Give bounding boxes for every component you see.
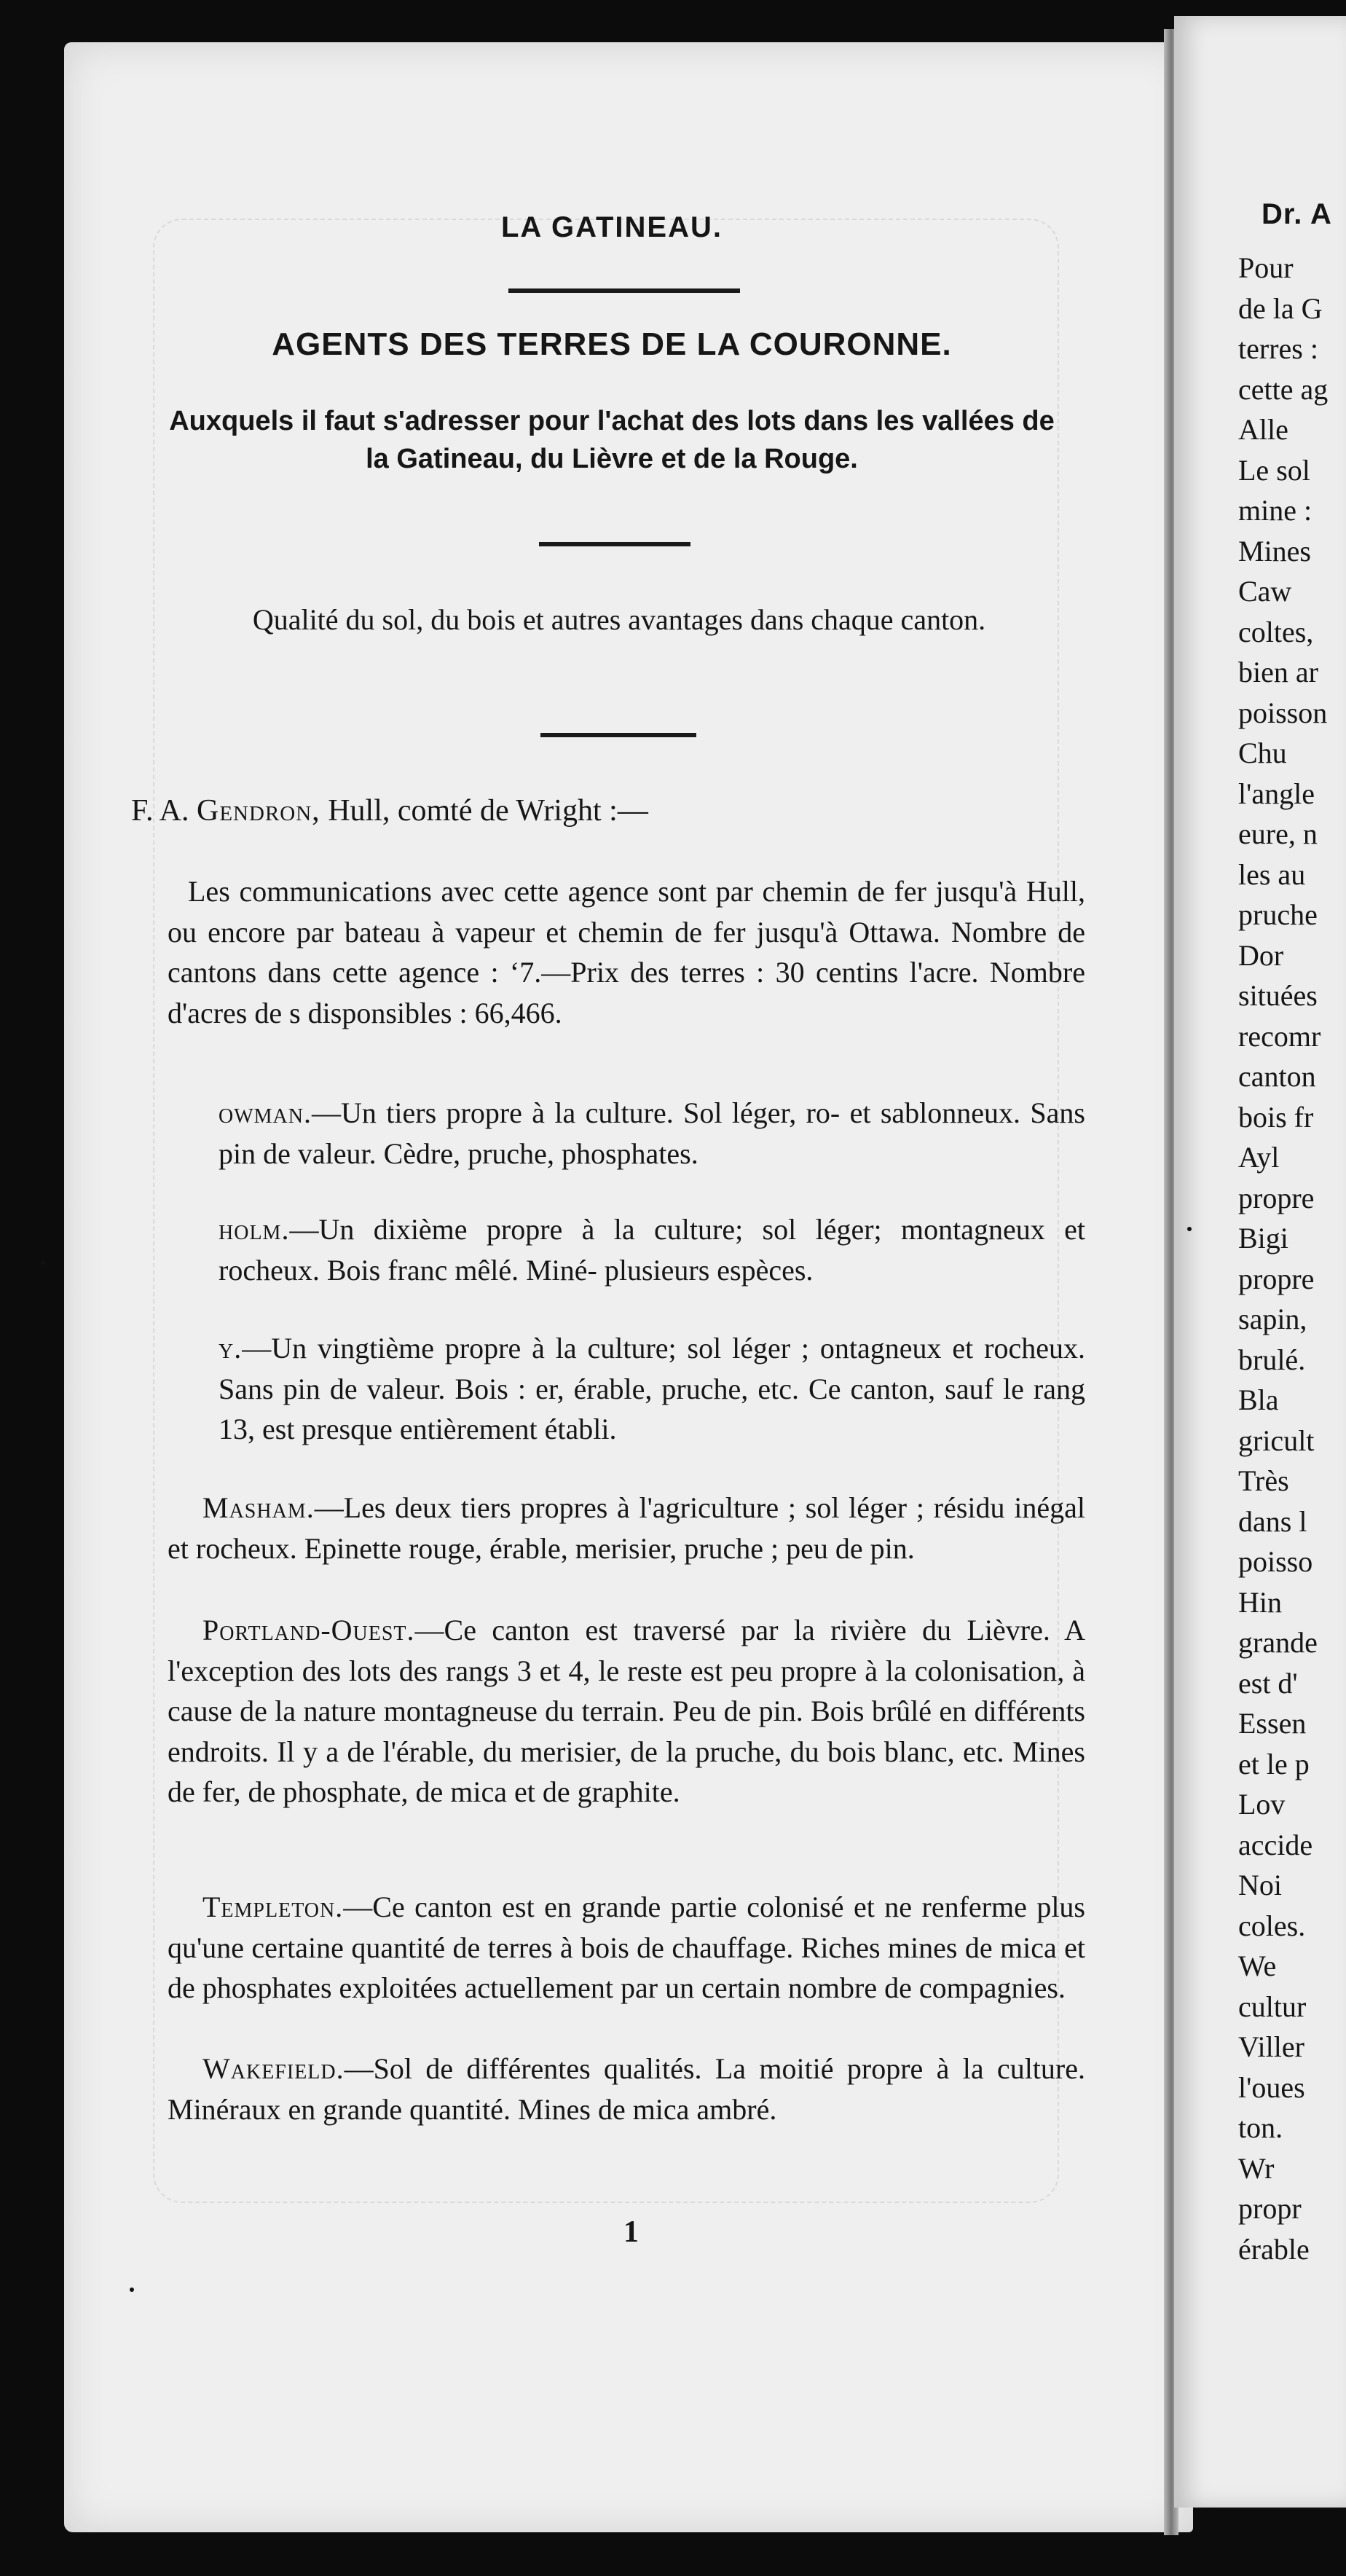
page-number: 1 bbox=[623, 2215, 639, 2249]
divider-rule bbox=[539, 542, 690, 546]
right-page-line: Essen bbox=[1238, 1707, 1307, 1740]
page-title: LA GATINEAU. bbox=[501, 211, 723, 243]
right-page-line: cette ag bbox=[1238, 372, 1329, 406]
entry-text: —Un vingtième propre à la culture; sol léger ; ontagneux et rocheux. Sans pin de valeur. Bois : er, érable, pruche, etc. Ce canton, sauf le rang 13, est presque entièrement établi. bbox=[219, 1332, 1085, 1445]
scan-speck bbox=[1187, 1227, 1192, 1231]
right-page-line: pruche bbox=[1238, 898, 1318, 931]
entry-wakefield bbox=[168, 2049, 1085, 2129]
right-page-line: propr bbox=[1238, 2192, 1302, 2225]
right-page-line: dans l bbox=[1238, 1504, 1307, 1538]
agent-initials: F. A. bbox=[131, 794, 189, 828]
right-page-line: Mines bbox=[1238, 534, 1311, 568]
entry-text: —Sol de différentes qualités. La moitié propre à la culture. Minéraux en grande quantité. Mines de mica ambré. bbox=[168, 2052, 1085, 2126]
right-page-line: Caw bbox=[1238, 575, 1292, 608]
right-page-line: Ayl bbox=[1238, 1141, 1280, 1174]
right-page-line: We bbox=[1238, 1949, 1277, 1982]
right-page-line: Pour bbox=[1238, 251, 1294, 284]
right-page-line: poisson bbox=[1238, 696, 1328, 729]
right-page-line: cultur bbox=[1238, 1990, 1307, 2023]
agent-location: Hull, comté de Wright :— bbox=[320, 794, 648, 828]
right-page-line: brulé. bbox=[1238, 1343, 1306, 1376]
right-page-line: ton. bbox=[1238, 2111, 1283, 2144]
right-page-line: bien ar bbox=[1238, 656, 1318, 688]
right-page-line: Alle bbox=[1238, 413, 1288, 446]
right-page-line: Hin bbox=[1238, 1585, 1282, 1619]
right-page-line: Wr bbox=[1238, 2151, 1275, 2185]
entry-text: —Un dixième propre à la culture; sol léger; montagneux et rocheux. Bois franc mêlé. Miné- plusieurs espèces. bbox=[219, 1213, 1085, 1287]
right-page-line: Noi bbox=[1238, 1869, 1282, 1901]
right-page-line: l'angle bbox=[1238, 777, 1315, 810]
right-page-line: coltes, bbox=[1238, 615, 1314, 648]
right-page-line: l'oues bbox=[1238, 2070, 1305, 2104]
right-page-line: sapin, bbox=[1238, 1303, 1307, 1335]
right-page-line: grande bbox=[1238, 1626, 1318, 1659]
entry-text: —Un tiers propre à la culture. Sol léger, ro- et sablonneux. Sans pin de valeur. Cèdre, pruche, phosphates. bbox=[219, 1096, 1085, 1170]
right-page-line: Très bbox=[1238, 1464, 1289, 1497]
right-page-line: de la G bbox=[1238, 291, 1323, 325]
subtitle: Qualité du sol, du bois et autres avantages dans chaque canton. bbox=[252, 603, 986, 636]
right-page-line: coles. bbox=[1238, 1909, 1306, 1942]
right-page-line: les au bbox=[1238, 857, 1306, 891]
entry-name: Portland-Ouest. bbox=[202, 1614, 415, 1646]
right-page-line: accide bbox=[1238, 1828, 1313, 1861]
right-page-line: propre bbox=[1238, 1262, 1315, 1295]
right-page-line: est d' bbox=[1238, 1666, 1298, 1700]
right-page-line: Bla bbox=[1238, 1383, 1279, 1416]
right-page-line: propre bbox=[1238, 1181, 1315, 1214]
entry-text: —Les deux tiers propres à l'agriculture ; sol léger ; résidu inégal et rocheux. Epinette rouge, érable, merisier, pruche ; peu de pin. bbox=[168, 1491, 1085, 1565]
right-page-line: Bigi bbox=[1238, 1222, 1288, 1254]
section-heading: AGENTS DES TERRES DE LA COURONNE. bbox=[272, 326, 952, 362]
right-page-line: terres : bbox=[1238, 332, 1318, 365]
divider-rule bbox=[540, 733, 696, 737]
right-page-line: mine : bbox=[1238, 494, 1312, 527]
entry-portland-ouest bbox=[168, 1610, 1085, 1813]
right-page-heading: Dr. A bbox=[1262, 198, 1332, 230]
title-rule bbox=[508, 288, 740, 293]
section-intro: Auxquels il faut s'adresser pour l'achat des lots dans les vallées de la Gatineau, du Lièvre et de la Rouge. bbox=[169, 406, 1055, 474]
entry-name: Templeton. bbox=[202, 1890, 344, 1923]
entry-name: owman. bbox=[219, 1096, 312, 1129]
entry-text: —Ce canton est traversé par la rivière du Lièvre. A l'exception des lots des rangs 3 et 4, le reste est peu propre à la colonisation, à cause de la nature montagneuse du terrain. Peu de pin. Bois brûlé en différents endroits. Il y a de l'érable, du merisier, de la pruche, du bois blanc, etc. Mines de fer, de phosphate, de mica et de graphite. bbox=[168, 1614, 1085, 1808]
right-page-line: eure, n bbox=[1238, 817, 1318, 850]
right-page-line: situées bbox=[1238, 979, 1318, 1012]
right-page-text bbox=[1238, 248, 1346, 2269]
entry-name: y. bbox=[219, 1332, 243, 1364]
scan-speck bbox=[41, 1260, 45, 1265]
right-page-line: recomr bbox=[1238, 1019, 1321, 1053]
right-page-line: bois fr bbox=[1238, 1100, 1314, 1134]
right-page-line: Dor bbox=[1238, 938, 1284, 972]
right-page-line: canton bbox=[1238, 1060, 1316, 1093]
right-page-line: Viller bbox=[1238, 2030, 1304, 2063]
entry-name: Wakefield. bbox=[202, 2052, 345, 2085]
agent-line bbox=[131, 791, 648, 830]
agent-surname: Gendron, bbox=[197, 794, 320, 828]
right-page-line: Lov bbox=[1238, 1788, 1286, 1821]
right-page-line: et le p bbox=[1238, 1747, 1310, 1780]
entry-name: Masham. bbox=[202, 1491, 315, 1524]
scan-speck bbox=[130, 2288, 134, 2292]
right-page-line: poisso bbox=[1238, 1545, 1313, 1578]
right-page-line: gricult bbox=[1238, 1424, 1315, 1457]
entry-chisholm bbox=[219, 1209, 1085, 1290]
entry-bowman bbox=[219, 1093, 1085, 1174]
entry-denholm bbox=[219, 1328, 1085, 1450]
right-page-line: Chu bbox=[1238, 737, 1287, 769]
right-page-line: Le sol bbox=[1238, 453, 1310, 487]
entry-text: —Ce canton est en grande partie colonisé et ne renferme plus qu'une certaine quantité de terres à bois de chauffage. Riches mines de mica et de phosphates exploitées actuellement par un certain nombre de compagnies. bbox=[168, 1890, 1085, 2004]
intro-paragraph: Les communications avec cette agence sont par chemin de fer jusqu'à Hull, ou encore par bateau à vapeur et chemin de fer jusqu'à Ottawa. Nombre de cantons dans cette agence : ‘7.—Prix des terres : 30 centins l'acre. Nombre d'acres de s disponsibles : 66,466. bbox=[168, 875, 1085, 1029]
entry-name: holm. bbox=[219, 1213, 290, 1246]
right-page-line: érable bbox=[1238, 2232, 1310, 2266]
entry-templeton bbox=[168, 1887, 1085, 2008]
entry-masham bbox=[168, 1488, 1085, 1568]
